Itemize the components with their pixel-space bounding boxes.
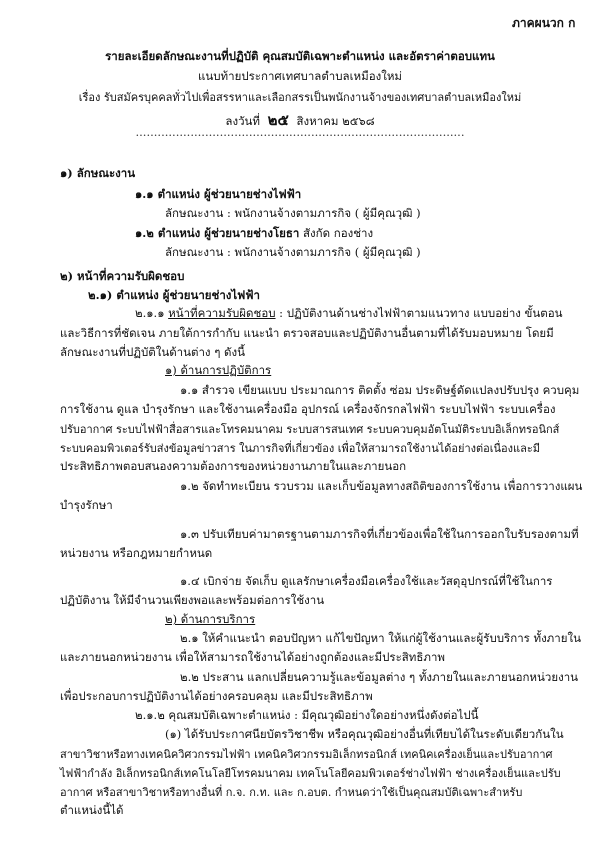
document-subtitle: แนบท้ายประกาศเทศบาลตำบลเหมืองใหม่ (197, 69, 402, 83)
duty-line-2: และวิธีการที่ชัดเจน ภายใต้การกำกับ แนะนำ ตรวจสอบและปฏิบัติงานอื่นตามที่ได้รับมอบหมาย โดยมี (60, 326, 554, 340)
document-title: รายละเอียดลักษณะงานที่ปฏิบัติ คุณสมบัติเฉพาะตำแหน่ง และอัตราค่าตอบแทน (105, 49, 495, 63)
operations-1-1: ๑.๑ สำรวจ เขียนแบบ ประมาณการ ติดตั้ง ซ่อม ประดิษฐ์ดัดแปลงปรับปรุง ควบคุม (180, 383, 580, 397)
position-2-title (135, 225, 373, 243)
document-subject: เรื่อง รับสมัครบุคคลทั่วไปเพื่อสรรหาและเลือกสรรเป็นพนักงานจ้างของเทศบาลตำบลเหมืองใหม่ (78, 91, 522, 104)
position-2-desc: ลักษณะงาน : พนักงานจ้างตามภารกิจ ( ผู้มีคุณวุฒิ ) (165, 245, 421, 259)
dotted-separator: .......................................................................................... (135, 125, 465, 139)
appendix-label: ภาคผนวก ก (512, 16, 576, 30)
section-1-heading: ๑) ลักษณะงาน (60, 166, 136, 180)
operations-1-4: ระบบคอมพิวเตอร์รับส่งข้อมูลข่าวสาร ในภารกิจที่เกี่ยวข้อง เพื่อให้สามารถใช้งานได้อย่างต่อเนื่องและมี (60, 442, 541, 455)
qualification-1-3: ไฟฟ้ากำลัง อิเล็กทรอนิกส์เทคโนโลยีโทรคมนาคม เทคโนโลยีคอมพิวเตอร์ช่างไฟฟ้า ช่างเครื่องเย็นและปรับ (60, 767, 561, 780)
operations-heading: ๑) ด้านการปฏิบัติการ (165, 363, 272, 377)
qualification-1-2: สาขาวิชาหรือทางเทคนิควิศวกรรมไฟฟ้า เทคนิควิศวกรรมอิเล็กทรอนิกส์ เทคนิคเครื่องเย็นและปรับอากาศ (60, 748, 553, 761)
duty-text-1: : ปฏิบัติงานด้านช่างไฟฟ้าตามแนวทาง แบบอย่าง ขั้นตอน (275, 306, 563, 320)
service-1-2: และภายนอกหน่วยงาน เพื่อให้สามารถใช้งานได้อย่างถูกต้องและมีประสิทธิภาพ (60, 650, 445, 664)
operations-3-2: หน่วยงาน หรือกฎหมายกำหนด (60, 546, 213, 560)
position-2-title-text: ๑.๒ ตำแหน่ง ผู้ช่วยนายช่างโยธา (135, 226, 300, 240)
operations-2-1: ๑.๒ จัดทำทะเบียน รวบรวม และเก็บข้อมูลทางสถิติของการใช้งาน เพื่อการวางแผน (180, 479, 583, 493)
subsection-2-1-title: ๒.๑) ตำแหน่ง ผู้ช่วยนายช่างไฟฟ้า (88, 288, 260, 302)
date-prefix: ลงวันที่ (225, 114, 260, 128)
duty-line-3: ลักษณะงานที่ปฏิบัติในด้านต่าง ๆ ดังนี้ (60, 345, 245, 359)
service-2-1: ๒.๒ ประสาน แลกเปลี่ยนความรู้และข้อมูลต่าง ๆ ทั้งภายในและภายนอกหน่วยงาน (180, 670, 579, 684)
qualification-1-5: ตำแหน่งนี้ได้ (60, 803, 124, 817)
operations-4-2: ปฏิบัติงาน ให้มีจำนวนเพียงพอและพร้อมต่อการใช้งาน (60, 593, 325, 607)
date-day: ๒๕ (267, 111, 289, 129)
service-2-2: เพื่อประกอบการปฏิบัติงานได้อย่างครอบคลุม และมีประสิทธิภาพ (60, 689, 373, 703)
service-1-1: ๒.๑ ให้คำแนะนำ ตอบปัญหา แก้ไขปัญหา ให้แก่ผู้ใช้งานและผู้รับบริการ ทั้งภายใน (180, 631, 581, 645)
position-1-title: ๑.๑ ตำแหน่ง ผู้ช่วยนายช่างไฟฟ้า (135, 187, 302, 201)
position-1-desc: ลักษณะงาน : พนักงานจ้างตามภารกิจ ( ผู้มีคุณวุฒิ ) (165, 206, 421, 220)
duty-label: หน้าที่ความรับผิดชอบ (168, 306, 276, 320)
operations-2-2: บำรุงรักษา (60, 498, 113, 512)
duty-line-1 (135, 305, 563, 323)
date-rest: สิงหาคม ๒๕๖๘ (296, 114, 375, 128)
operations-4-1: ๑.๔ เบิกจ่าย จัดเก็บ ดูแลรักษาเครื่องมือเครื่องใช้และวัสดุอุปกรณ์ที่ใช้ในการ (180, 574, 553, 588)
operations-1-3: ปรับอากาศ ระบบไฟฟ้าสื่อสารและโทรคมนาคม ระบบสารสนเทศ ระบบควบคุมอัตโนมัติระบบอิเล็กทรอนิกส์ (60, 423, 560, 436)
operations-1-2: การใช้งาน ดูแล บำรุงรักษา และใช้งานเครื่องมือ อุปกรณ์ เครื่องจักรกลไฟฟ้า ระบบไฟฟ้า ระบบเครื่อง (60, 402, 556, 416)
qualification-1-4: อากาศ หรือสาขาวิชาหรือทางอื่นที่ ก.จ. ก.ท. และ ก.อบต. กำหนดว่าใช้เป็นคุณสมบัติเฉพาะสำหรับ (60, 786, 523, 799)
service-heading: ๒) ด้านการบริการ (165, 612, 256, 626)
section-2-heading: ๒) หน้าที่ความรับผิดชอบ (60, 269, 185, 283)
operations-3-1: ๑.๓ ปรับเทียบค่ามาตรฐานตามภารกิจที่เกี่ยวข้องเพื่อใช้ในการออกใบรับรองตามที่ (180, 527, 579, 541)
qualification-1-1: (๑) ได้รับประกาศนียบัตรวิชาชีพ หรือคุณวุฒิอย่างอื่นที่เทียบได้ในระดับเดียวกันใน (165, 727, 564, 741)
qualification-heading: ๒.๑.๒ คุณสมบัติเฉพาะตำแหน่ง : มีคุณวุฒิอย่างใดอย่างหนึ่งดังต่อไปนี้ (135, 708, 479, 722)
position-2-title-suffix: สังกัด กองช่าง (299, 226, 374, 240)
operations-1-5: ประสิทธิภาพตอบสนองความต้องการของหน่วยงานภายในและภายนอก (60, 459, 407, 473)
duty-number: ๒.๑.๑ (135, 306, 165, 320)
